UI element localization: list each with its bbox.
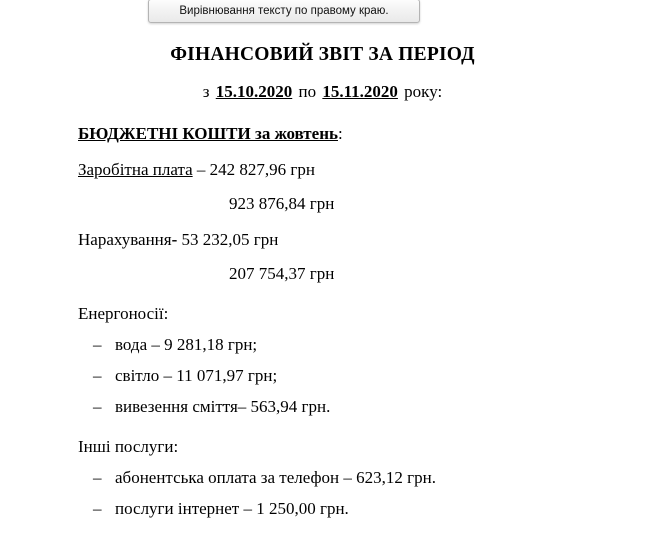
accruals-label: Нарахування: [78, 230, 172, 249]
dash-icon: –: [93, 397, 102, 416]
tooltip-text: Вирівнювання тексту по правому краю.: [179, 5, 389, 17]
section-heading-budget-colon: :: [337, 124, 343, 143]
list-item: [93, 335, 645, 355]
accruals-second-value-row: [229, 264, 645, 284]
section-heading-budget-text: БЮДЖЕТНІ КОШТИ за жовтень: [78, 124, 338, 143]
accruals-second-value: 207 754,37 грн: [229, 264, 335, 283]
accruals-dash: -: [171, 230, 178, 249]
list-item: [93, 499, 645, 519]
dash-icon: –: [93, 468, 102, 487]
other-services-item-phone: абонентська оплата за телефон – 623,12 грн.: [115, 468, 436, 487]
list-item: [93, 468, 645, 488]
document-page: [0, 24, 645, 547]
energy-item-electricity: світло – 11 071,97 грн;: [115, 366, 278, 385]
salary-second-value: 923 876,84 грн: [229, 194, 335, 213]
energy-heading: Енергоносії:: [78, 304, 169, 323]
alignment-tooltip: [148, 0, 420, 23]
accruals-value: 53 232,05 грн: [181, 230, 279, 249]
dash-icon: –: [93, 366, 102, 385]
salary-value: – 242 827,96 грн: [196, 160, 315, 179]
period-date-to: 15.11.2020: [322, 82, 398, 101]
dash-icon: –: [93, 335, 102, 354]
other-services-heading: Інші послуги:: [78, 437, 179, 456]
period-suffix: року: [404, 82, 438, 101]
list-item: [93, 366, 645, 386]
salary-row: [78, 160, 645, 180]
energy-item-water: вода – 9 281,18 грн;: [115, 335, 258, 354]
period-date-from: 15.10.2020: [215, 82, 293, 101]
period-middle: по: [298, 82, 317, 101]
list-item: [93, 397, 645, 417]
report-period-line: [0, 82, 645, 102]
section-heading-budget: [78, 124, 645, 144]
accruals-row: [78, 230, 645, 250]
salary-label: Заробітна плата: [78, 160, 193, 179]
period-prefix: з: [202, 82, 210, 101]
page-title: ФІНАНСОВИЙ ЗВІТ ЗА ПЕРІОД: [170, 44, 475, 65]
period-colon: :: [437, 82, 443, 101]
salary-second-value-row: [229, 194, 645, 214]
dash-icon: –: [93, 499, 102, 518]
other-services-item-internet: послуги інтернет – 1 250,00 грн.: [115, 499, 349, 518]
energy-item-garbage: вивезення сміття– 563,94 грн.: [115, 397, 331, 416]
